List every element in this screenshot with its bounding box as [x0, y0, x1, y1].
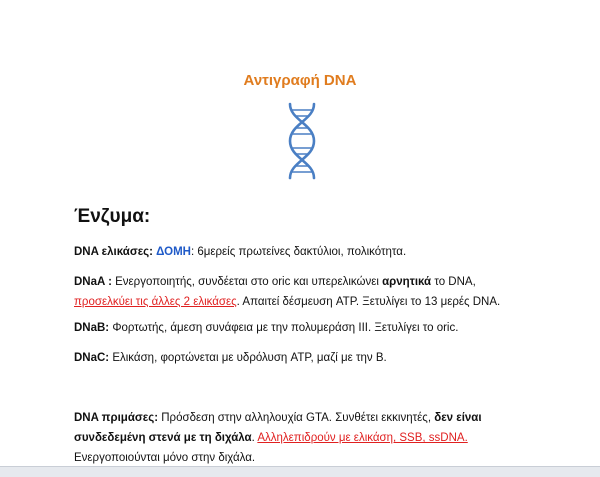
primases-bold: δεν είναι συνδεδεμένη στενά με τη διχάλα	[74, 412, 482, 444]
helicases-label: DNA ελικάσες:	[74, 246, 153, 258]
dna-double-helix-icon	[282, 102, 322, 180]
dnaa-text-3: . Απαιτεί δέσμευση ATP. Ξετυλίγει το 13 μερές DNA.	[236, 296, 501, 308]
paragraph-dnac	[74, 348, 554, 368]
paragraph-helicases	[74, 242, 554, 262]
dnaa-link[interactable]: προσελκύει τις άλλες 2 ελικάσες	[74, 296, 237, 308]
page-bottom-border	[0, 466, 600, 477]
dnaa-bold-negative: αρνητικά	[382, 276, 432, 288]
dnab-text: Φορτωτής, άμεση συνάφεια με την πολυμεράση ΙΙΙ. Ξετυλίγει το oric.	[109, 322, 459, 334]
dnac-label: DNaC:	[74, 352, 110, 364]
primases-label: DNA πριμάσες:	[74, 412, 159, 424]
dnab-label: DNaB:	[74, 322, 110, 334]
primases-text-1: Πρόσδεση στην αλληλουχία GTA. Συνθέτει εκκινητές,	[158, 412, 435, 424]
primases-text-3: Ενεργοποιούνται μόνο στην διχάλα.	[74, 452, 256, 464]
dnaa-label: DNaA :	[74, 276, 112, 288]
primases-link[interactable]: Αλληλεπιδρούν με ελικάση, SSB, ssDNA.	[257, 432, 468, 444]
paragraph-primases	[74, 408, 554, 468]
dnaa-text-1: Ενεργοποιητής, συνδέεται στο oric και υπερελικώνει	[111, 276, 383, 288]
dnac-text: Ελικάση, φορτώνεται με υδρόλυση ATP, μαζί με την Β.	[109, 352, 387, 364]
primases-text-2: .	[251, 432, 258, 444]
section-heading: Ένζυμα:	[74, 206, 151, 227]
structure-label: ΔΟΜΗ	[156, 246, 191, 258]
helicases-text: : 6μερείς πρωτείνες δακτύλιοι, πολικότητα.	[190, 246, 407, 258]
paragraph-dnaa	[74, 272, 554, 312]
paragraph-dnab	[74, 318, 554, 338]
page-title: Αντιγραφή DNA	[243, 72, 357, 89]
dnaa-text-2: το DNA,	[431, 276, 476, 288]
